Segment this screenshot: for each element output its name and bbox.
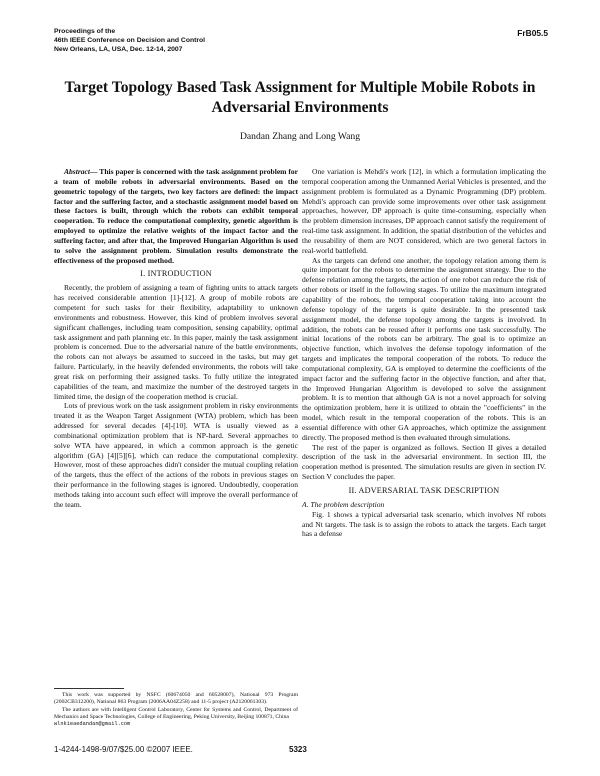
right-column [302,167,546,539]
header-line-2: 46th IEEE Conference on Decision and Control [54,37,206,44]
subsection-heading-problem: A. The problem description [302,499,385,509]
footnote-funding: This work was supported by NSFC (60674050 and 60528007), National 973 Program (2002CB312200), National 863 Program (2006AA04Z258) and 11-5 project (A2120061303). [54,692,298,706]
paper-title: Target Topology Based Task Assignment for Multiple Mobile Robots in Adversarial Environments [64,79,536,116]
page-number: 5323 [289,745,307,754]
paper-code: FrB05.5 [517,28,548,38]
footnote [54,692,298,728]
intro-paragraph-2: Lots of previous work on the task assignment problem in risky environments treated it as the Weapon Target Assignment (WTA) problem, which has been addressed for several decades [4]-[10]. WTA is usually viewed as a combinational optimization problem that is NP-hard. Several approaches to solve WTA have appeared, in which a common approach is the genetic algorithm (GA) [4][5][6], which can reduce the computational complexity. However, most of these approaches didn't consider the mutual coupling relation of the targets, thus the effect of the actions of the robots in previous stages on their performance in the following stages is ignored. Undoubtedly, cooperation methods taking into account such effect will improve the overall performance of the team. [54,401,298,509]
footnote-rule [54,688,124,689]
intro-paragraph-1: Recently, the problem of assigning a team of fighting units to attack targets has received considerable attention [1]-[12]. A group of mobile robots are competent for such tasks for their flexibility, adaptability to unknown environments and robustness. However, this kind of problem involves several significant challenges, including team composition, sensing capability, optimal task assignment and path planning etc. In this paper, mainly the task assignment problem is concerned. Due to the adversarial nature of the battle environments, the robots can not always be assumed to succeed in the tasks, but may get failure. Particularly, in the heavily defended environments, the robots will take great risk on performing their assigned tasks. To fully utilize the integrated capabilities of the team, and maximize the number of the destroyed targets in limited time, the design of the cooperation method is crucial. [54,283,298,401]
footnote-email: wlnkieaedandan@gmail.com [54,721,131,728]
copyright-line: 1-4244-1498-9/07/$25.00 ©2007 IEEE. [54,745,193,754]
paper-authors: Dandan Zhang and Long Wang [239,131,360,142]
right-paragraph-1: One variation is Mehdi's work [12], in which a formulation implicating the temporal cooperation among the Unmanned Aerial Vehicles is presented, and the assignment problem is formulated as a Dynamic Programming (DP) problem. Mehdi's approach can provide some improvements over other task assignment approaches, however, DP approach is quite time-consuming, especially when the problem dimension increases, DP approach cannot satisfy the requirement of real-time task assignment. In addition, the spatial distribution of the vehicles and the reusability of them are NOT considered, which are two general factors in real-world battlefield. [302,167,547,255]
footnote-affiliation: The authors are with Intelligent Control Laboratory, Center for Systems and Control, Department of Mechanics and Space Technologies, College of Engineering, Peking University, Beijing 100871, China [54,706,298,720]
right-paragraph-3: The rest of the paper is organized as follows. Section II gives a detailed description of the task in the adversarial environment. In section III, the cooperation method is presented. The simulation results are given in section IV. Section V concludes the paper. [302,442,546,482]
left-column [54,167,298,510]
section2-paragraph-1: Fig. 1 shows a typical adversarial task scenario, which involves Nf robots and Nt targets. The task is to assign the robots to attack the targets. Each target has a defense [302,509,546,539]
abstract-text: — This paper is concerned with the task assignment problem for a team of mobile robots in adversarial environments. Based on the geometric topology of the targets, two key factors are defined: the impact factor and the suffering factor, and a stochastic assignment model based on these factors is built, through which the robots can exhibit temporal cooperation. To reduce the computational complexity, genetic algorithm is employed to optimize the relative weights of the impact factor and the suffering factor, and after that, the Improved Hungarian Algorithm is used to solve the assignment problem. Simulation results demonstrate the effectiveness of the proposed method. [54,167,298,265]
conference-header [54,27,384,54]
header-line-1: Proceedings of the [54,28,116,35]
abstract-label: Abstract [64,167,90,176]
abstract [54,167,298,265]
section-heading-introduction: I. INTRODUCTION [140,269,212,279]
section-heading-task-description: II. ADVERSARIAL TASK DESCRIPTION [348,486,500,495]
header-line-3: New Orleans, LA, USA, Dec. 12-14, 2007 [54,46,183,53]
right-paragraph-2: As the targets can defend one another, the topology relation among them is quite important for the robots to determine the assignment strategy. Due to the defense relation among the targets, the action of one robot can reduce the risk of other robots or itself in the following stages. To utilize the maximum integrated capability of the robots, the temporal cooperation taking into account the defense topology of the targets is quite desirable. In the presented task assignment model, the defense topology among the targets is involved. In addition, the robots can be reused after it performs one task successfully. The initial locations of the robots can be arbitrary. The goal is to optimize an objective function, which involves the defense topology information of the targets and implicates the temporal cooperation of the robots. To reduce the computational complexity, GA is employed to determine the coefficients of the impact factor and the suffering factor in the objective function, and after that, the Improved Hungarian Algorithm is developed to solve the assignment problem. It is to mention that although GA is not a novel approach for solving the optimization problem, here it is utilized to obtain the "coefficients" in the model, which result in the temporal cooperation of the robots. This is an essential difference with other GA approaches, which optimize the assignment directly. The proposed method is then evaluated through simulations. [302,255,546,442]
